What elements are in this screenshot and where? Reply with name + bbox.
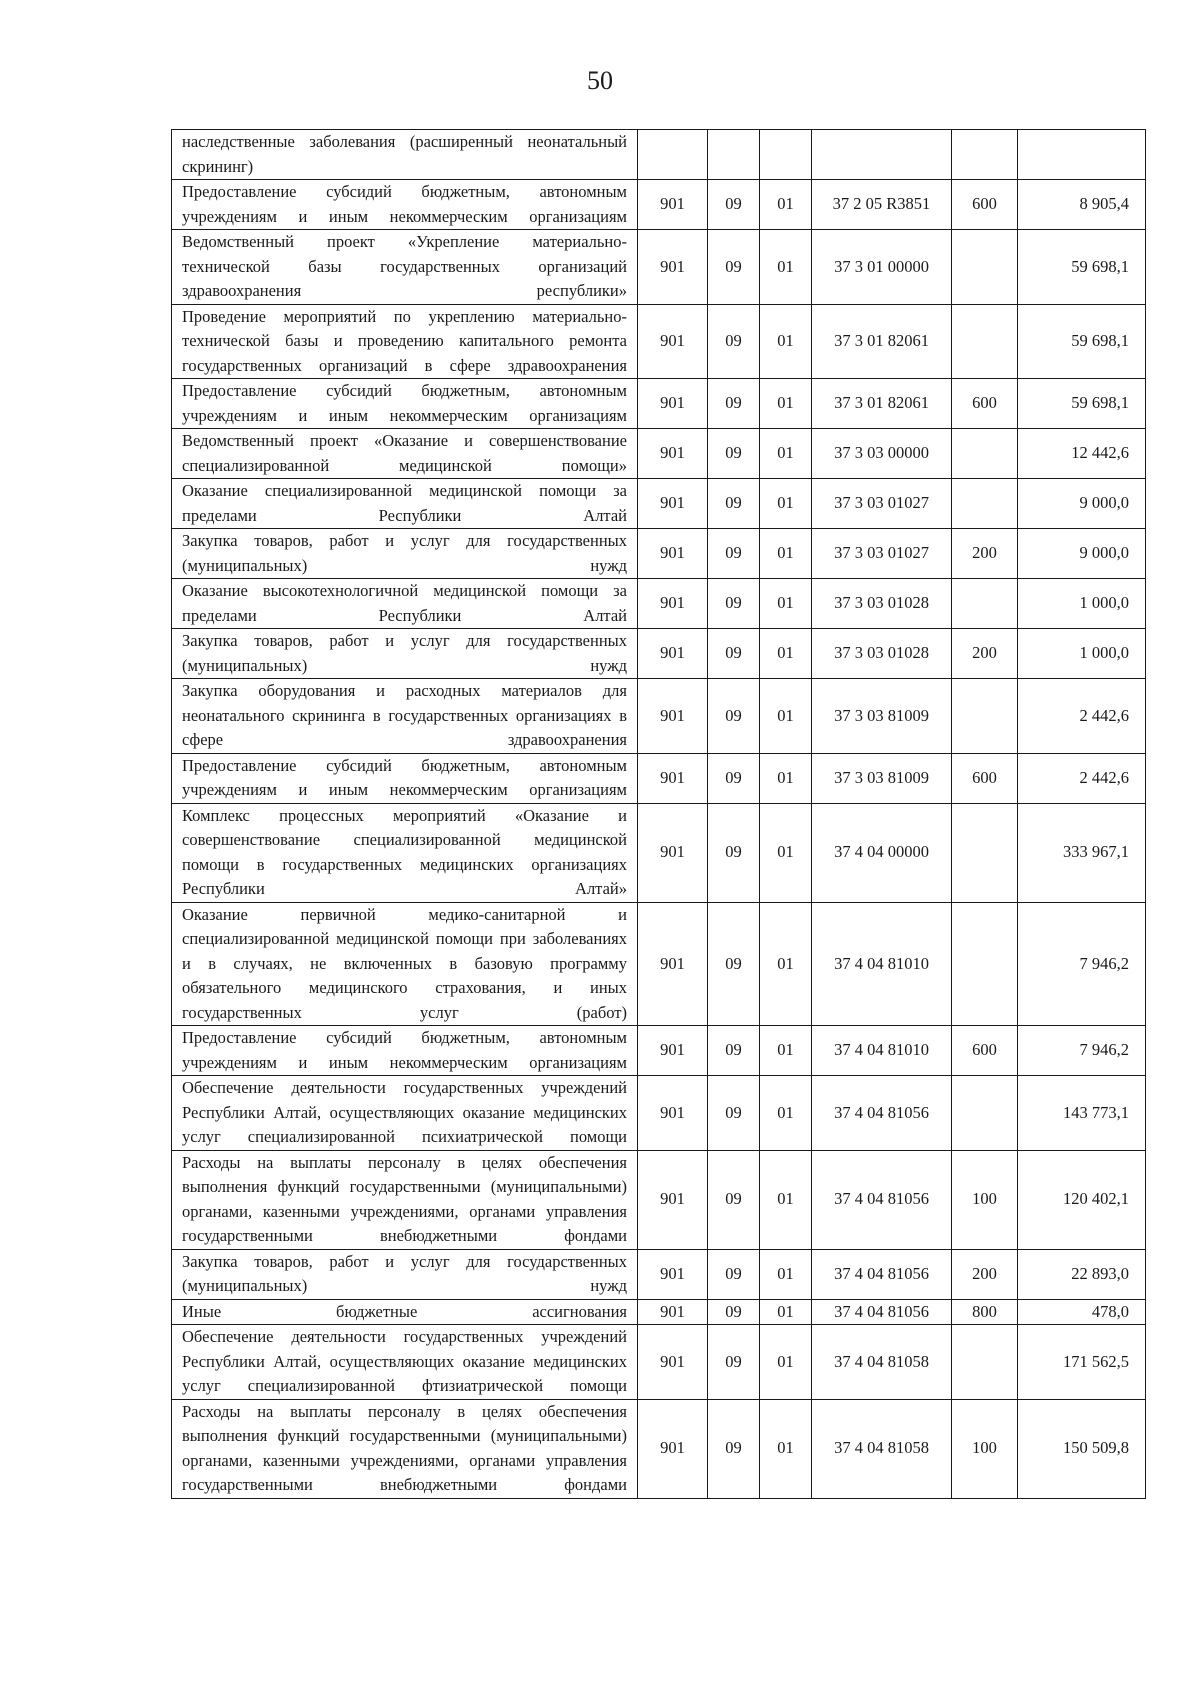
table-row: [172, 1249, 1146, 1299]
expense-type-code-cell: [952, 579, 1018, 629]
item-name-cell: Предоставление субсидий бюджетным, автономным учреждениям и иным некоммерческим организациям: [172, 1026, 638, 1076]
ministry-code-cell: 901: [638, 1026, 708, 1076]
expense-type-code-cell: 200: [952, 629, 1018, 679]
subsection-code-cell: 01: [760, 1150, 812, 1249]
table-row: [172, 1325, 1146, 1400]
item-name-cell: Предоставление субсидий бюджетным, автономным учреждениям и иным некоммерческим организациям: [172, 753, 638, 803]
expense-type-code-cell: 100: [952, 1399, 1018, 1498]
amount-cell: 143 773,1: [1018, 1076, 1146, 1151]
section-code-cell: 09: [708, 429, 760, 479]
target-article-code-cell: 37 4 04 81056: [812, 1150, 952, 1249]
expense-type-code-cell: [952, 803, 1018, 902]
expense-type-code-cell: [952, 479, 1018, 529]
target-article-code-cell: 37 3 03 01028: [812, 579, 952, 629]
table-row: [172, 230, 1146, 305]
amount-cell: 9 000,0: [1018, 529, 1146, 579]
item-name-cell: Предоставление субсидий бюджетным, автономным учреждениям и иным некоммерческим организациям: [172, 180, 638, 230]
ministry-code-cell: 901: [638, 803, 708, 902]
section-code-cell: 09: [708, 1150, 760, 1249]
table-row: [172, 902, 1146, 1026]
subsection-code-cell: 01: [760, 429, 812, 479]
table-row: [172, 180, 1146, 230]
table-row: [172, 629, 1146, 679]
subsection-code-cell: 01: [760, 230, 812, 305]
subsection-code-cell: 01: [760, 579, 812, 629]
ministry-code-cell: 901: [638, 230, 708, 305]
table-row: [172, 1076, 1146, 1151]
subsection-code-cell: 01: [760, 529, 812, 579]
ministry-code-cell: 901: [638, 1249, 708, 1299]
expense-type-code-cell: [952, 130, 1018, 180]
target-article-code-cell: 37 2 05 R3851: [812, 180, 952, 230]
expense-type-code-cell: 600: [952, 753, 1018, 803]
subsection-code-cell: 01: [760, 803, 812, 902]
table-row: [172, 529, 1146, 579]
item-name-cell: Предоставление субсидий бюджетным, автономным учреждениям и иным некоммерческим организациям: [172, 379, 638, 429]
amount-cell: 333 967,1: [1018, 803, 1146, 902]
table-row: [172, 579, 1146, 629]
amount-cell: [1018, 130, 1146, 180]
ministry-code-cell: 901: [638, 379, 708, 429]
amount-cell: 1 000,0: [1018, 629, 1146, 679]
target-article-code-cell: 37 4 04 00000: [812, 803, 952, 902]
target-article-code-cell: 37 3 03 01027: [812, 529, 952, 579]
target-article-code-cell: 37 3 01 00000: [812, 230, 952, 305]
budget-table: [171, 129, 1146, 1499]
section-code-cell: 09: [708, 1299, 760, 1325]
subsection-code-cell: 01: [760, 379, 812, 429]
target-article-code-cell: 37 3 01 82061: [812, 304, 952, 379]
amount-cell: 22 893,0: [1018, 1249, 1146, 1299]
item-name-cell: Ведомственный проект «Оказание и совершенствование специализированной медицинской помощи»: [172, 429, 638, 479]
target-article-code-cell: 37 3 03 01027: [812, 479, 952, 529]
table-row: [172, 379, 1146, 429]
ministry-code-cell: 901: [638, 429, 708, 479]
section-code-cell: 09: [708, 180, 760, 230]
item-name-cell: Проведение мероприятий по укреплению материально-технической базы и проведению капитального ремонта государственных организаций в сфере здравоохранения: [172, 304, 638, 379]
section-code-cell: 09: [708, 1249, 760, 1299]
ministry-code-cell: 901: [638, 180, 708, 230]
target-article-code-cell: 37 3 03 01028: [812, 629, 952, 679]
section-code-cell: 09: [708, 803, 760, 902]
amount-cell: 59 698,1: [1018, 304, 1146, 379]
amount-cell: 9 000,0: [1018, 479, 1146, 529]
ministry-code-cell: 901: [638, 304, 708, 379]
expense-type-code-cell: [952, 230, 1018, 305]
amount-cell: 478,0: [1018, 1299, 1146, 1325]
expense-type-code-cell: [952, 902, 1018, 1026]
ministry-code-cell: 901: [638, 579, 708, 629]
section-code-cell: 09: [708, 1026, 760, 1076]
section-code-cell: 09: [708, 1399, 760, 1498]
subsection-code-cell: 01: [760, 304, 812, 379]
section-code-cell: 09: [708, 379, 760, 429]
target-article-code-cell: 37 4 04 81010: [812, 1026, 952, 1076]
subsection-code-cell: 01: [760, 679, 812, 754]
item-name-cell: Иные бюджетные ассигнования: [172, 1299, 638, 1325]
ministry-code-cell: 901: [638, 1150, 708, 1249]
table-row: [172, 1026, 1146, 1076]
table-row: [172, 429, 1146, 479]
expense-type-code-cell: [952, 1076, 1018, 1151]
table-row: [172, 753, 1146, 803]
ministry-code-cell: 901: [638, 902, 708, 1026]
subsection-code-cell: 01: [760, 1026, 812, 1076]
amount-cell: 2 442,6: [1018, 753, 1146, 803]
amount-cell: 12 442,6: [1018, 429, 1146, 479]
ministry-code-cell: 901: [638, 1325, 708, 1400]
section-code-cell: 09: [708, 629, 760, 679]
table-row: [172, 1299, 1146, 1325]
expense-type-code-cell: 600: [952, 1026, 1018, 1076]
section-code-cell: 09: [708, 579, 760, 629]
item-name-cell: Обеспечение деятельности государственных учреждений Республики Алтай, осуществляющих оказание медицинских услуг специализированной психиатрической помощи: [172, 1076, 638, 1151]
subsection-code-cell: 01: [760, 902, 812, 1026]
table-row: [172, 803, 1146, 902]
table-row: [172, 1150, 1146, 1249]
target-article-code-cell: 37 3 03 81009: [812, 753, 952, 803]
expense-type-code-cell: [952, 304, 1018, 379]
item-name-cell: Закупка товаров, работ и услуг для государственных (муниципальных) нужд: [172, 529, 638, 579]
ministry-code-cell: 901: [638, 1299, 708, 1325]
table-row: [172, 479, 1146, 529]
target-article-code-cell: 37 3 03 81009: [812, 679, 952, 754]
ministry-code-cell: 901: [638, 1399, 708, 1498]
table-row: [172, 1399, 1146, 1498]
table-row: [172, 679, 1146, 754]
target-article-code-cell: 37 4 04 81010: [812, 902, 952, 1026]
ministry-code-cell: 901: [638, 1076, 708, 1151]
target-article-code-cell: 37 3 03 00000: [812, 429, 952, 479]
page-number: 50: [587, 66, 613, 95]
ministry-code-cell: 901: [638, 679, 708, 754]
amount-cell: 59 698,1: [1018, 230, 1146, 305]
target-article-code-cell: 37 3 01 82061: [812, 379, 952, 429]
subsection-code-cell: 01: [760, 1299, 812, 1325]
item-name-cell: Расходы на выплаты персоналу в целях обеспечения выполнения функций государственными (муниципальными) органами, казенными учреждениями, органами управления государственными внебюджетными фондами: [172, 1150, 638, 1249]
expense-type-code-cell: 200: [952, 1249, 1018, 1299]
subsection-code-cell: 01: [760, 1399, 812, 1498]
target-article-code-cell: 37 4 04 81058: [812, 1399, 952, 1498]
section-code-cell: 09: [708, 902, 760, 1026]
expense-type-code-cell: 100: [952, 1150, 1018, 1249]
ministry-code-cell: 901: [638, 479, 708, 529]
table-row: [172, 304, 1146, 379]
expense-type-code-cell: [952, 1325, 1018, 1400]
subsection-code-cell: 01: [760, 753, 812, 803]
section-code-cell: 09: [708, 479, 760, 529]
target-article-code-cell: 37 4 04 81056: [812, 1076, 952, 1151]
amount-cell: 120 402,1: [1018, 1150, 1146, 1249]
expense-type-code-cell: 600: [952, 180, 1018, 230]
budget-table-body: [172, 130, 1146, 1499]
section-code-cell: [708, 130, 760, 180]
target-article-code-cell: 37 4 04 81056: [812, 1299, 952, 1325]
item-name-cell: Обеспечение деятельности государственных учреждений Республики Алтай, осуществляющих оказание медицинских услуг специализированной фтизиатрической помощи: [172, 1325, 638, 1400]
section-code-cell: 09: [708, 529, 760, 579]
item-name-cell: Комплекс процессных мероприятий «Оказание и совершенствование специализированной медицинской помощи в государственных медицинских организациях Республики Алтай»: [172, 803, 638, 902]
target-article-code-cell: 37 4 04 81056: [812, 1249, 952, 1299]
amount-cell: 2 442,6: [1018, 679, 1146, 754]
expense-type-code-cell: [952, 679, 1018, 754]
subsection-code-cell: 01: [760, 629, 812, 679]
subsection-code-cell: [760, 130, 812, 180]
item-name-cell: Расходы на выплаты персоналу в целях обеспечения выполнения функций государственными (муниципальными) органами, казенными учреждениями, органами управления государственными внебюджетными фондами: [172, 1399, 638, 1498]
expense-type-code-cell: 800: [952, 1299, 1018, 1325]
subsection-code-cell: 01: [760, 180, 812, 230]
subsection-code-cell: 01: [760, 479, 812, 529]
subsection-code-cell: 01: [760, 1249, 812, 1299]
item-name-cell: Оказание первичной медико-санитарной и специализированной медицинской помощи при заболеваниях и в случаях, не включенных в базовую программу обязательного медицинского страхования, и иных государственных услуг (работ): [172, 902, 638, 1026]
section-code-cell: 09: [708, 1325, 760, 1400]
amount-cell: 8 905,4: [1018, 180, 1146, 230]
section-code-cell: 09: [708, 230, 760, 305]
table-row: [172, 130, 1146, 180]
amount-cell: 59 698,1: [1018, 379, 1146, 429]
item-name-cell: Закупка товаров, работ и услуг для государственных (муниципальных) нужд: [172, 1249, 638, 1299]
amount-cell: 150 509,8: [1018, 1399, 1146, 1498]
section-code-cell: 09: [708, 679, 760, 754]
target-article-code-cell: 37 4 04 81058: [812, 1325, 952, 1400]
subsection-code-cell: 01: [760, 1076, 812, 1151]
expense-type-code-cell: [952, 429, 1018, 479]
amount-cell: 1 000,0: [1018, 579, 1146, 629]
expense-type-code-cell: 200: [952, 529, 1018, 579]
target-article-code-cell: [812, 130, 952, 180]
subsection-code-cell: 01: [760, 1325, 812, 1400]
item-name-cell: Закупка товаров, работ и услуг для государственных (муниципальных) нужд: [172, 629, 638, 679]
ministry-code-cell: 901: [638, 753, 708, 803]
section-code-cell: 09: [708, 304, 760, 379]
amount-cell: 7 946,2: [1018, 902, 1146, 1026]
item-name-cell: Ведомственный проект «Укрепление материально-технической базы государственных организаций здравоохранения республики»: [172, 230, 638, 305]
ministry-code-cell: 901: [638, 629, 708, 679]
expense-type-code-cell: 600: [952, 379, 1018, 429]
item-name-cell: Оказание специализированной медицинской помощи за пределами Республики Алтай: [172, 479, 638, 529]
item-name-cell: Закупка оборудования и расходных материалов для неонатального скрининга в государственных организациях в сфере здравоохранения: [172, 679, 638, 754]
amount-cell: 7 946,2: [1018, 1026, 1146, 1076]
item-name-cell: наследственные заболевания (расширенный неонатальный скрининг): [172, 130, 638, 180]
section-code-cell: 09: [708, 753, 760, 803]
item-name-cell: Оказание высокотехнологичной медицинской помощи за пределами Республики Алтай: [172, 579, 638, 629]
section-code-cell: 09: [708, 1076, 760, 1151]
ministry-code-cell: [638, 130, 708, 180]
ministry-code-cell: 901: [638, 529, 708, 579]
amount-cell: 171 562,5: [1018, 1325, 1146, 1400]
